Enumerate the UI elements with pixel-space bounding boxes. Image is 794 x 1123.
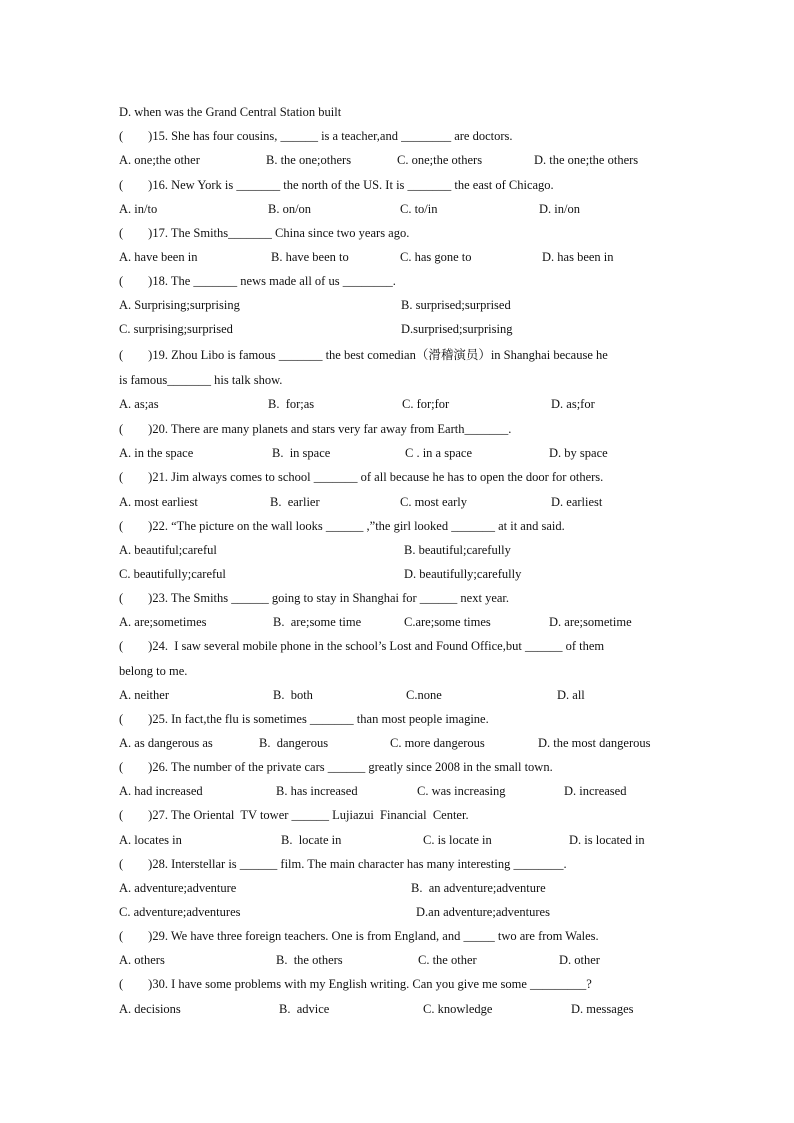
answer-option: A. decisions [119, 1002, 181, 1016]
answer-option: A. as dangerous as [119, 736, 213, 750]
answer-option: D. beautifully;carefully [404, 567, 522, 581]
answer-option: B. an adventure;adventure [411, 881, 546, 895]
answer-option: D. as;for [551, 397, 595, 411]
answer-option: D. are;sometime [549, 615, 632, 629]
question-text: ( )22. “The picture on the wall looks ______ ,”the girl looked _______ at it and said. [119, 519, 565, 533]
answer-option: A. Surprising;surprising [119, 298, 240, 312]
answer-option: A. have been in [119, 250, 198, 264]
answer-option: C.are;some times [404, 615, 491, 629]
answer-option: C. adventure;adventures [119, 905, 241, 919]
answer-option: A. neither [119, 688, 169, 702]
answer-option: A. in the space [119, 446, 194, 460]
answer-option: B. for;as [268, 397, 315, 411]
answer-option: B. surprised;surprised [401, 298, 511, 312]
answer-option: C. has gone to [400, 250, 472, 264]
answer-option: A. others [119, 953, 165, 967]
answer-option: C. to/in [400, 202, 438, 216]
answer-option: C. more dangerous [390, 736, 485, 750]
question-text: ( )15. She has four cousins, ______ is a teacher,and ________ are doctors. [119, 129, 513, 143]
answer-option: B. both [273, 688, 313, 702]
answer-option: D. the most dangerous [538, 736, 651, 750]
answer-option: D. earliest [551, 495, 603, 509]
answer-option: C. one;the others [397, 153, 483, 167]
answer-option: C. most early [400, 495, 468, 509]
question-text: ( )24. I saw several mobile phone in the school’s Lost and Found Office,but ______ of them [119, 639, 605, 653]
answer-option: C. knowledge [423, 1002, 493, 1016]
question-text: ( )21. Jim always comes to school _______ of all because he has to open the door for others. [119, 470, 604, 484]
answer-option: A. beautiful;careful [119, 543, 217, 557]
question-continuation: belong to me. [119, 664, 188, 678]
answer-option: B. on/on [268, 202, 312, 216]
question-text: ( )25. In fact,the flu is sometimes _______ than most people imagine. [119, 712, 489, 726]
question-text: ( )23. The Smiths ______ going to stay in Shanghai for ______ next year. [119, 591, 510, 605]
answer-option: D.surprised;surprising [401, 322, 513, 336]
answer-option: B. advice [279, 1002, 330, 1016]
question-text: ( )26. The number of the private cars ______ greatly since 2008 in the small town. [119, 760, 553, 774]
answer-option: B. dangerous [259, 736, 329, 750]
answer-option: B. are;some time [273, 615, 362, 629]
question-text: ( )30. I have some problems with my English writing. Can you give me some _________? [119, 977, 592, 991]
answer-option: C. surprising;surprised [119, 322, 233, 336]
answer-option: B. the one;others [266, 153, 352, 167]
answer-option: D. the one;the others [534, 153, 639, 167]
answer-option: B. in space [272, 446, 331, 460]
answer-option: A. as;as [119, 397, 159, 411]
answer-option: B. beautiful;carefully [404, 543, 511, 557]
question-continuation: is famous_______ his talk show. [119, 373, 283, 387]
answer-option: D. in/on [539, 202, 580, 216]
answer-option: A. one;the other [119, 153, 200, 167]
answer-option: D. by space [549, 446, 608, 460]
answer-option: D. has been in [542, 250, 614, 264]
answer-option: C. was increasing [417, 784, 506, 798]
answer-option: D. all [557, 688, 585, 702]
question-text: ( )17. The Smiths_______ China since two years ago. [119, 226, 410, 240]
answer-option: A. had increased [119, 784, 203, 798]
answer-option: B. earlier [270, 495, 320, 509]
answer-option: A. are;sometimes [119, 615, 207, 629]
answer-option: B. have been to [271, 250, 349, 264]
answer-option: C. is locate in [423, 833, 492, 847]
answer-option: C. for;for [402, 397, 450, 411]
question-text: ( )19. Zhou Libo is famous _______ the best comedian（滑稽演员）in Shanghai because he [119, 348, 608, 362]
answer-option: A. adventure;adventure [119, 881, 237, 895]
answer-option: B. locate in [281, 833, 342, 847]
answer-option: B. has increased [276, 784, 358, 798]
question-text: ( )16. New York is _______ the north of the US. It is _______ the east of Chicago. [119, 178, 554, 192]
answer-option: C.none [406, 688, 442, 702]
question-text: ( )28. Interstellar is ______ film. The main character has many interesting ________. [119, 857, 567, 871]
answer-option: A. locates in [119, 833, 182, 847]
question-text: ( )18. The _______ news made all of us ________. [119, 274, 396, 288]
answer-option: D. is located in [569, 833, 645, 847]
option-line: D. when was the Grand Central Station built [119, 105, 342, 119]
answer-option: A. most earliest [119, 495, 198, 509]
answer-option: C. beautifully;careful [119, 567, 226, 581]
answer-option: C. the other [418, 953, 477, 967]
answer-option: A. in/to [119, 202, 158, 216]
question-text: ( )27. The Oriental TV tower ______ Lujiazui Financial Center. [119, 808, 469, 822]
answer-option: B. the others [276, 953, 343, 967]
question-text: ( )29. We have three foreign teachers. One is from England, and _____ two are from Wales. [119, 929, 599, 943]
answer-option: C . in a space [405, 446, 472, 460]
answer-option: D. increased [564, 784, 627, 798]
question-text: ( )20. There are many planets and stars very far away from Earth_______. [119, 422, 512, 436]
answer-option: D. other [559, 953, 600, 967]
answer-option: D.an adventure;adventures [416, 905, 550, 919]
answer-option: D. messages [571, 1002, 634, 1016]
